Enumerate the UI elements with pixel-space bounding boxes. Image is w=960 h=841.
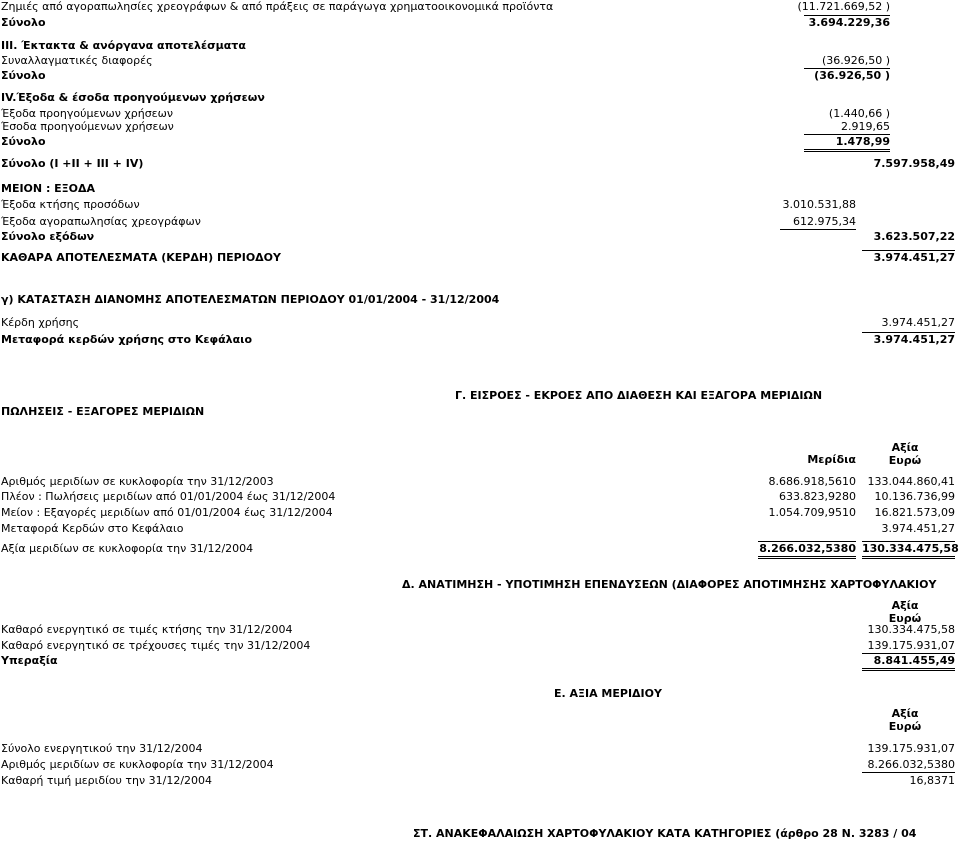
epsilon-heading: Ε. ΑΞΙΑ ΜΕΡΙΔΙΟΥ bbox=[554, 687, 662, 700]
gamma-heading: Γ. ΕΙΣΡΟΕΣ - ΕΚΡΟΕΣ ΑΠΟ ΔΙΑΘΕΣΗ ΚΑΙ ΕΞΑΓΟΡΑ ΜΕΡΙΔΙΩΝ bbox=[455, 389, 823, 402]
st-heading: ΣΤ. ΑΝΑΚΕΦΑΛΑΙΩΣΗ ΧΑΡΤΟΦΥΛΑΚΙΟΥ ΚΑΤΑ ΚΑΤΗΓΟΡΙΕΣ (άρθρο 28 Ν. 3283 / 04 bbox=[413, 827, 917, 840]
gamma-total-label: Αξία μεριδίων σε κυκλοφορία την 31/12/2004 bbox=[1, 542, 254, 555]
distribution-heading: γ) ΚΑΤΑΣΤΑΣΗ ΔΙΑΝΟΜΗΣ ΑΠΟΤΕΛΕΣΜΑΤΩΝ ΠΕΡΙΟΔΟΥ 01/01/2004 - 31/12/2004 bbox=[1, 293, 500, 306]
minus-total-label: Σύνολο εξόδων bbox=[1, 230, 95, 243]
fx-label: Συναλλαγματικές διαφορές bbox=[1, 54, 153, 67]
gamma-col-value-line2: Ευρώ bbox=[888, 454, 922, 467]
prev-inc-value: 2.919,65 bbox=[841, 120, 890, 133]
current-nav-label: Καθαρό ενεργητικό σε τρέχουσες τιμές την 31/12/2004 bbox=[1, 639, 311, 652]
epsilon-col-value-line1: Αξία bbox=[891, 707, 919, 720]
cost-nav-value: 130.334.475,58 bbox=[867, 623, 955, 636]
gamma-row-label: Μεταφορά Κερδών στο Κεφάλαιο bbox=[1, 522, 184, 535]
gamma-row-units: 633.823,9280 bbox=[779, 490, 856, 503]
s3-total-label: Σύνολο bbox=[1, 69, 46, 82]
fx-value: (36.926,50 ) bbox=[821, 54, 890, 67]
minus-heading: ΜΕΙΟΝ : ΕΞΟΔΑ bbox=[1, 182, 96, 195]
profit-value: 3.974.451,27 bbox=[881, 316, 955, 329]
acq-exp-label: Έξοδα κτήσης προσόδων bbox=[1, 198, 140, 211]
losses-label: Ζημιές από αγοραπωλησίες χρεογράφων & από πράξεις σε παράγωγα χρηματοοικονομικά προϊόντα bbox=[1, 0, 554, 13]
gamma-row-label: Πλέον : Πωλήσεις μεριδίων από 01/01/2004 έως 31/12/2004 bbox=[1, 490, 336, 503]
gamma-total-units: 8.266.032,5380 bbox=[758, 541, 856, 559]
gamma-row-units: 1.054.709,9510 bbox=[768, 506, 856, 519]
gamma-row-value: 10.136.736,99 bbox=[874, 490, 955, 503]
delta-heading: Δ. ΑΝΑΤΙΜΗΣΗ - ΥΠΟΤΙΜΗΣΗ ΕΠΕΝΔΥΣΕΩΝ (ΔΙΑΦΟΡΕΣ ΑΠΟΤΙΜΗΣΗΣ ΧΑΡΤΟΦΥΛΑΚΙΟΥ bbox=[402, 578, 937, 591]
total-assets-label: Σύνολο ενεργητικού την 31/12/2004 bbox=[1, 742, 203, 755]
acq-exp-value: 3.010.531,88 bbox=[782, 198, 856, 211]
gamma-row-value: 133.044.860,41 bbox=[867, 475, 955, 488]
gamma-col-value-line1: Αξία bbox=[891, 441, 919, 454]
cost-nav-label: Καθαρό ενεργητικό σε τιμές κτήσης την 31/12/2004 bbox=[1, 623, 293, 636]
s3-heading: ΙΙΙ. Έκτακτα & ανόργανα αποτελέσματα bbox=[1, 39, 246, 52]
s1-total-label: Σύνολο bbox=[1, 16, 46, 29]
gamma-total-value: 130.334.475,58 bbox=[862, 541, 955, 559]
epsilon-col-value-line2: Ευρώ bbox=[888, 720, 922, 733]
gamma-row-value: 16.821.573,09 bbox=[874, 506, 955, 519]
gamma-row-label: Αριθμός μεριδίων σε κυκλοφορία την 31/12/2003 bbox=[1, 475, 274, 488]
trade-exp-label: Έξοδα αγοραπωλησίας χρεογράφων bbox=[1, 215, 201, 228]
nav-per-unit-label: Καθαρή τιμή μεριδίου την 31/12/2004 bbox=[1, 774, 213, 787]
grand-total-label: Σύνολο (Ι +ΙΙ + ΙΙΙ + ΙV) bbox=[1, 157, 144, 170]
s4-total-value: 1.478,99 bbox=[804, 134, 890, 152]
transfer-label: Μεταφορά κερδών χρήσης στο Κεφάλαιο bbox=[1, 333, 253, 346]
prev-exp-value: (1.440,66 ) bbox=[828, 107, 890, 120]
s4-heading: ΙV.Έξοδα & έσοδα προηγούμενων χρήσεων bbox=[1, 91, 265, 104]
gamma-row-value: 3.974.451,27 bbox=[881, 522, 955, 535]
total-assets-value: 139.175.931,07 bbox=[867, 742, 955, 755]
transfer-value: 3.974.451,27 bbox=[862, 332, 955, 347]
gamma-subheading: ΠΩΛΗΣΕΙΣ - ΕΞΑΓΟΡΕΣ ΜΕΡΙΔΙΩΝ bbox=[1, 405, 205, 418]
delta-col-value-line1: Αξία bbox=[891, 599, 919, 612]
minus-total-value: 3.623.507,22 bbox=[873, 230, 955, 243]
prev-inc-label: Έσοδα προηγούμενων χρήσεων bbox=[1, 120, 174, 133]
units-outstanding-label: Αριθμός μεριδίων σε κυκλοφορία την 31/12/2004 bbox=[1, 758, 274, 771]
s1-total-value: 3.694.229,36 bbox=[804, 15, 890, 30]
surplus-value: 8.841.455,49 bbox=[862, 654, 955, 671]
trade-exp-value: 612.975,34 bbox=[780, 215, 856, 230]
net-result-label: ΚΑΘΑΡΑ ΑΠΟΤΕΛΕΣΜΑΤΑ (ΚΕΡΔΗ) ΠΕΡΙΟΔΟΥ bbox=[1, 251, 282, 264]
gamma-row-units: 8.686.918,5610 bbox=[768, 475, 856, 488]
gamma-col-units: Μερίδια bbox=[807, 453, 856, 466]
profit-label: Κέρδη χρήσης bbox=[1, 316, 80, 329]
net-result-value: 3.974.451,27 bbox=[862, 250, 955, 265]
units-outstanding-value: 8.266.032,5380 bbox=[862, 758, 955, 773]
s3-total-value: (36.926,50 ) bbox=[804, 68, 890, 83]
surplus-label: Υπεραξία bbox=[1, 654, 58, 667]
losses-value: (11.721.669,52 ) bbox=[797, 0, 890, 13]
grand-total-value: 7.597.958,49 bbox=[873, 157, 955, 170]
prev-exp-label: Έξοδα προηγούμενων χρήσεων bbox=[1, 107, 173, 120]
nav-per-unit-value: 16,8371 bbox=[909, 774, 955, 787]
delta-col-value-line2: Ευρώ bbox=[888, 612, 922, 625]
current-nav-value: 139.175.931,07 bbox=[862, 639, 955, 654]
s4-total-label: Σύνολο bbox=[1, 135, 46, 148]
gamma-row-label: Μείον : Εξαγορές μεριδίων από 01/01/2004 έως 31/12/2004 bbox=[1, 506, 333, 519]
